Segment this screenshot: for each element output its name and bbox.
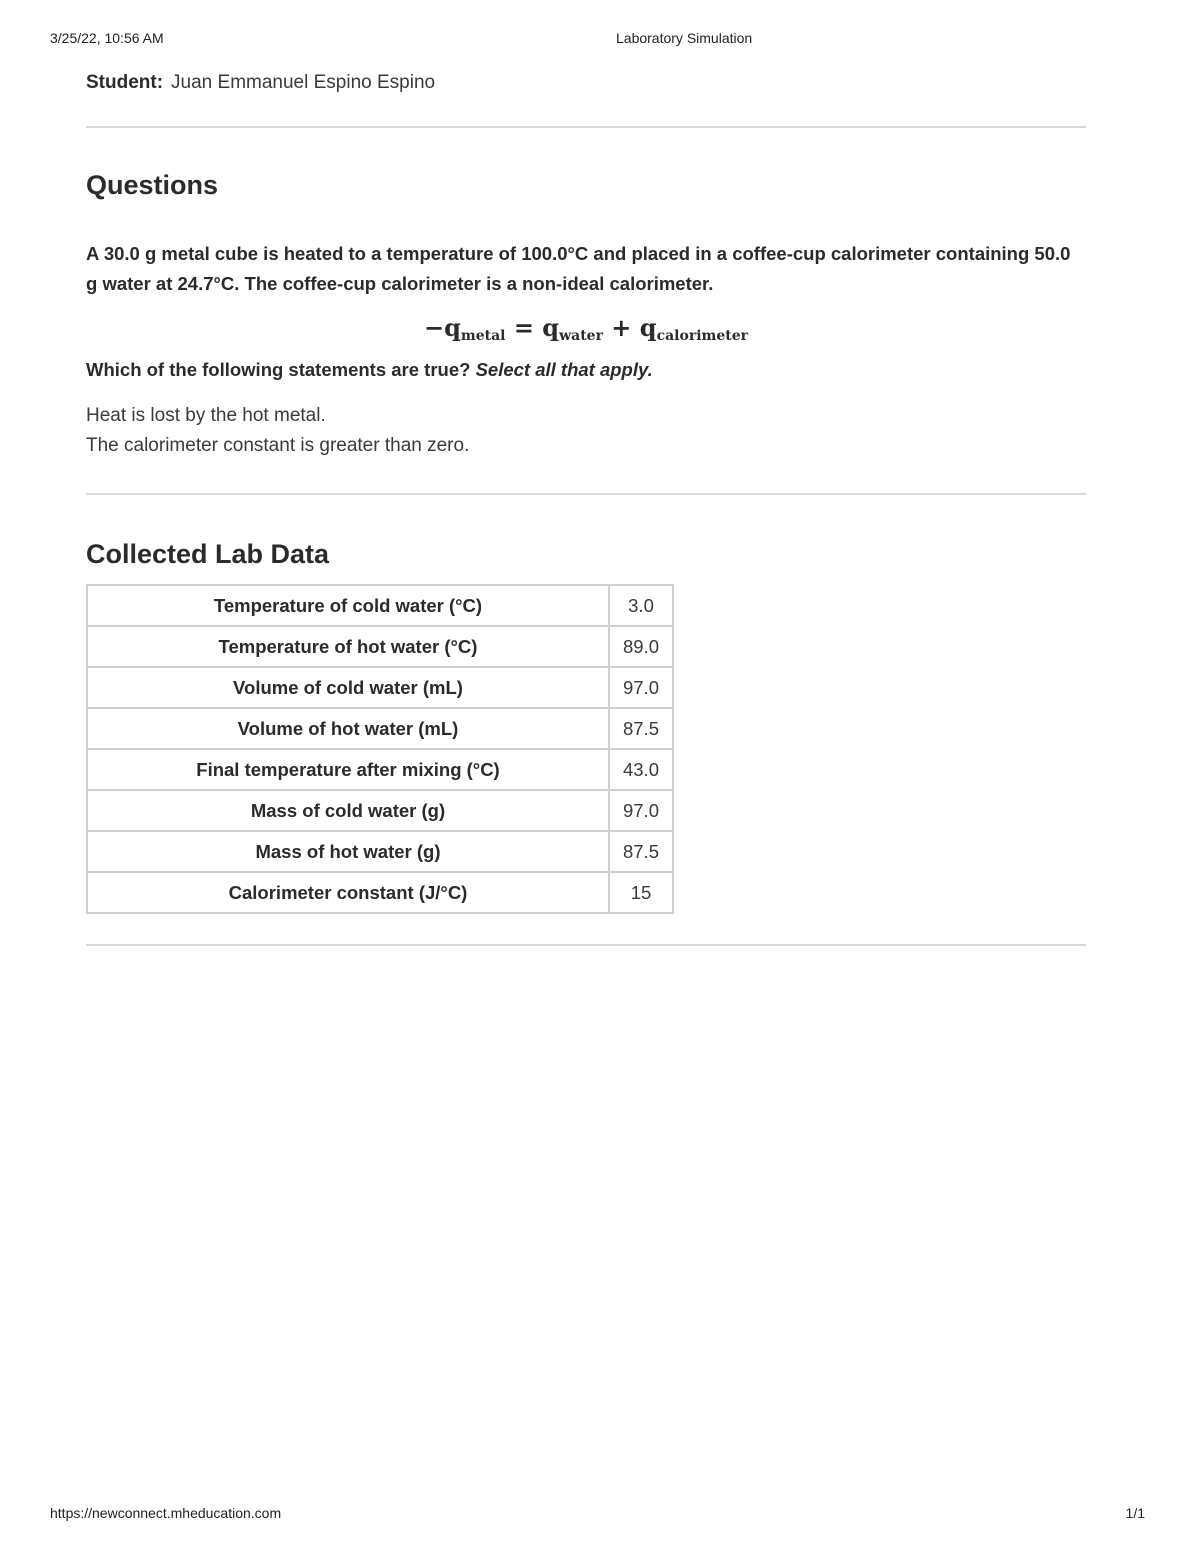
row-label: Calorimeter constant (J/°C)	[87, 872, 609, 913]
table-row	[87, 626, 673, 667]
table-row	[87, 831, 673, 872]
equation-q-metal: −q	[424, 313, 461, 342]
questions-heading: Questions	[86, 170, 219, 200]
question-prompt	[86, 359, 1086, 381]
student-name: Juan Emmanuel Espino Espino	[171, 72, 436, 93]
row-label: Final temperature after mixing (°C)	[87, 749, 609, 790]
row-label: Volume of cold water (mL)	[87, 667, 609, 708]
row-value: 89.0	[609, 626, 673, 667]
table-row	[87, 872, 673, 913]
row-label: Mass of cold water (g)	[87, 790, 609, 831]
selected-answers	[86, 401, 1086, 461]
row-value: 3.0	[609, 585, 673, 626]
row-value: 87.5	[609, 831, 673, 872]
table-row	[87, 790, 673, 831]
prompt-instruction: Select all that apply.	[475, 359, 653, 380]
answer-item: The calorimeter constant is greater than zero.	[86, 435, 470, 456]
divider	[86, 126, 1086, 128]
equation-calorimeter-subscript: calorimeter	[656, 328, 748, 344]
print-header	[50, 30, 1150, 50]
equation-metal-subscript: metal	[460, 328, 506, 344]
divider	[86, 944, 1086, 946]
equation-q-calorimeter: + q	[602, 313, 657, 342]
heat-equation	[86, 311, 1086, 345]
lab-data-table	[86, 584, 674, 914]
table-row	[87, 708, 673, 749]
table-row	[87, 667, 673, 708]
print-datetime: 3/25/22, 10:56 AM	[50, 30, 164, 46]
print-title: Laboratory Simulation	[616, 30, 753, 46]
table-row	[87, 585, 673, 626]
row-value: 43.0	[609, 749, 673, 790]
student-label: Student:	[86, 72, 164, 93]
row-label: Mass of hot water (g)	[87, 831, 609, 872]
row-label: Volume of hot water (mL)	[87, 708, 609, 749]
print-url: https://newconnect.mheducation.com	[50, 1505, 282, 1521]
row-value: 97.0	[609, 667, 673, 708]
student-line	[86, 68, 1086, 98]
equation-q-water: = q	[505, 313, 560, 342]
divider	[86, 493, 1086, 495]
table-row	[87, 749, 673, 790]
answer-item: Heat is lost by the hot metal.	[86, 405, 326, 426]
print-page-number: 1/1	[1125, 1505, 1145, 1521]
row-label: Temperature of hot water (°C)	[87, 626, 609, 667]
row-value: 15	[609, 872, 673, 913]
question-text: A 30.0 g metal cube is heated to a temperature of 100.0°C and placed in a coffee-cup calorimeter containing 50.0 g water at 24.7°C. The coffee-cup calorimeter is a non-ideal calorimeter.	[86, 243, 1071, 294]
print-footer	[50, 1505, 1145, 1525]
row-label: Temperature of cold water (°C)	[87, 585, 609, 626]
row-value: 97.0	[609, 790, 673, 831]
lab-data-heading: Collected Lab Data	[86, 539, 330, 569]
prompt-text: Which of the following statements are true?	[86, 359, 476, 380]
equation-water-subscript: water	[559, 328, 603, 344]
page-content	[86, 68, 1086, 946]
row-value: 87.5	[609, 708, 673, 749]
